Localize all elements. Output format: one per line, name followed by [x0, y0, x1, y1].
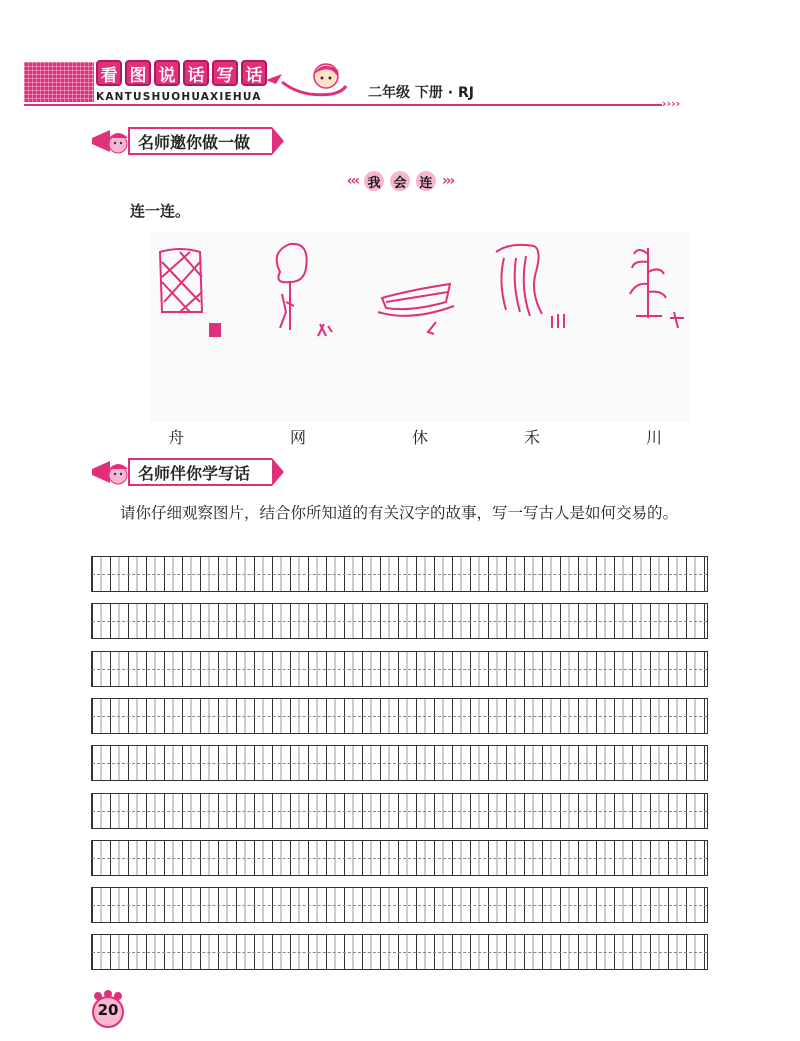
banner-label: 名师邀你做一做 [128, 127, 272, 155]
chevrons-right-icon: ››› [442, 173, 454, 189]
writing-grid-row[interactable] [91, 556, 708, 592]
writing-grid-row[interactable] [91, 651, 708, 687]
writing-grid-row[interactable] [91, 887, 708, 923]
header-pattern [24, 62, 94, 102]
header-divider [24, 104, 662, 106]
title-char: 图 [125, 60, 151, 86]
rest-picture-icon[interactable] [277, 244, 332, 336]
char-label-chuan[interactable]: 川 [645, 428, 662, 447]
header-title [96, 60, 267, 88]
grade-label: 二年级 下册 · RJ [368, 85, 474, 101]
writing-grid-row[interactable] [91, 698, 708, 734]
instruction-connect: 连一连。 [130, 202, 191, 220]
boat-picture-icon[interactable] [378, 284, 454, 334]
page-number: 20 [97, 1001, 119, 1019]
writing-prompt: 请你仔细观察图片，结合你所知道的有关汉字的故事，写一写古人是如何交易的。 [120, 504, 679, 522]
section-banner-practice [88, 124, 272, 158]
writing-grid-row[interactable] [91, 603, 708, 639]
header-pinyin: KANTUSHUOHUAXIEHUA [96, 91, 262, 103]
writing-grid-row[interactable] [91, 745, 708, 781]
header-arrows: ›››› [662, 97, 681, 110]
chevrons-left-icon: ‹‹‹ [346, 173, 358, 189]
writing-grid-row[interactable] [91, 934, 708, 970]
section-banner-writing [88, 455, 272, 489]
banner-label: 名师伴你学写话 [128, 458, 272, 486]
page-number-badge [88, 990, 128, 1030]
writing-grid-row[interactable] [91, 793, 708, 829]
title-char: 写 [212, 60, 238, 86]
sub-title-char: 我 [364, 171, 384, 191]
title-char: 说 [154, 60, 180, 86]
river-picture-icon[interactable] [496, 245, 564, 328]
pictograph-row [150, 232, 690, 422]
char-label-xiu[interactable]: 休 [411, 428, 428, 447]
writing-grid-row[interactable] [91, 840, 708, 876]
char-label-he[interactable]: 禾 [523, 428, 540, 447]
char-label-zhou[interactable]: 舟 [167, 428, 184, 447]
char-label-wang[interactable]: 网 [289, 428, 306, 447]
fairy-mascot-icon [262, 58, 362, 106]
sub-title [0, 171, 800, 191]
grain-picture-icon[interactable] [630, 248, 684, 328]
sub-title-char: 连 [416, 171, 436, 191]
title-char: 看 [96, 60, 122, 86]
sub-title-char: 会 [390, 171, 410, 191]
title-char: 话 [183, 60, 209, 86]
title-char: 话 [241, 60, 267, 86]
net-picture-icon[interactable] [160, 249, 220, 336]
